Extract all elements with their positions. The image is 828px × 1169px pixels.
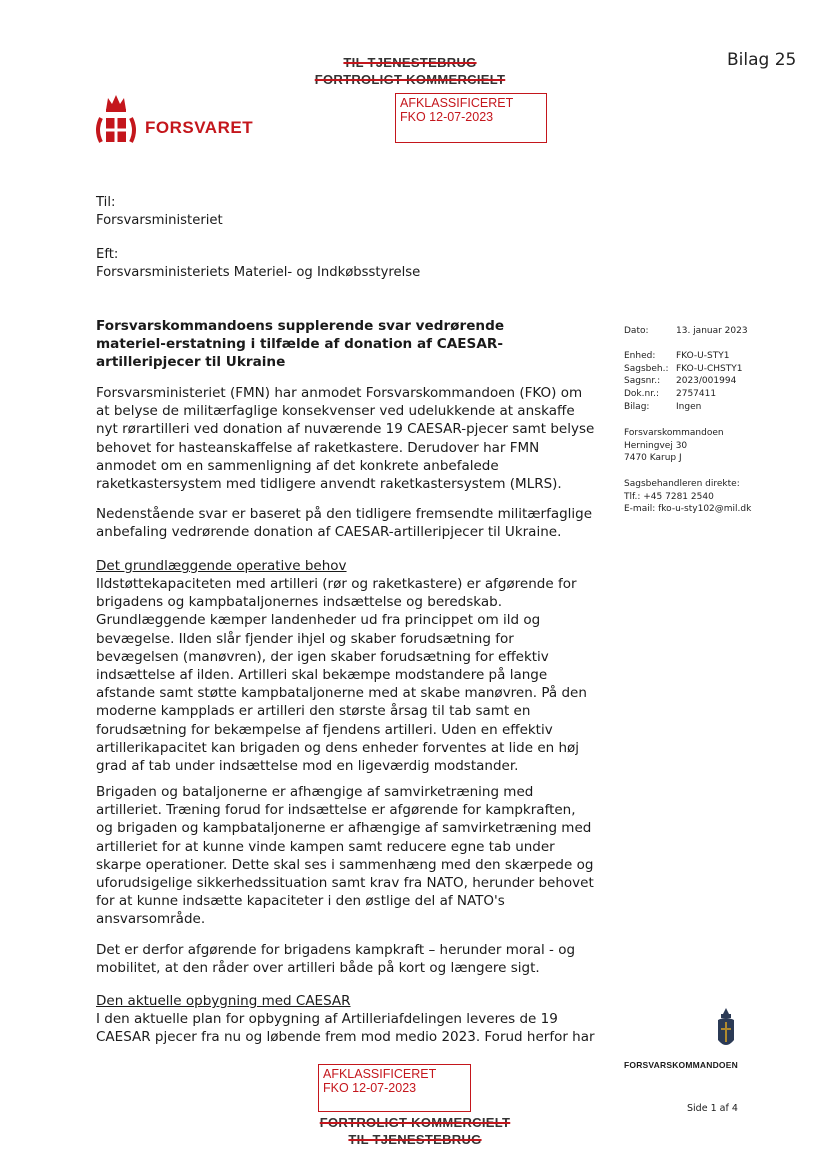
meta-value: FKO-U-CHSTY1 [676,363,743,374]
meta-date-label: Dato: [624,326,649,336]
forsvaret-wordmark: FORSVARET [145,118,254,137]
contact-block [624,478,751,516]
via-label: Eft: [96,247,119,262]
fko-wordmark: FORSVARSKOMMANDOEN [624,1060,738,1070]
meta-row [624,388,743,401]
address-line: Herningvej 30 [624,440,688,451]
meta-row [624,363,743,376]
sender-address [624,427,724,465]
meta-key: Dok.nr.: [624,389,659,400]
meta-row [624,350,743,363]
meta-value: 2023/001994 [676,376,737,387]
fko-emblem-icon [715,1008,737,1056]
meta-key: Bilag: [624,401,650,412]
meta-value: Ingen [676,401,702,412]
meta-date [624,325,748,338]
classification-line-2-bottom: FORTROLIGT KOMMERCIELT [319,1115,511,1130]
paragraph-5: Det er derfor afgørende for brigadens kampkraft – herunder moral - og mobilitet, at den råder over artilleri både på kort og længere sigt. [96,942,576,977]
contact-email: E-mail: fko-u-sty102@mil.dk [624,504,752,515]
classification-line-1-bottom: TIL TJENESTEBRUG [348,1132,482,1147]
page-number: Side 1 af 4 [687,1103,738,1114]
contact-phone: Tlf.: +45 7281 2540 [624,491,714,502]
meta-value: 2757411 [676,389,717,400]
meta-value: FKO-U-STY1 [676,351,730,361]
meta-date-value: 13. januar 2023 [676,326,748,336]
declassified-stamp-top [395,93,547,143]
meta-row [624,375,743,388]
meta-row [624,401,743,414]
annex-label: Bilag 25 [727,50,797,70]
stamp-text-1: AFKLASSIFICERET [400,96,514,110]
section-heading-1: Det grundlæggende operative behov [96,558,347,574]
paragraph-3: Ildstøttekapaciteten med artilleri (rør og raketkastere) er afgørende for brigadens og kampbataljonernes indsættelse og beredskab. Grundlæggende kæmper landenheder ud fra princippet om ild og bevægelse. Ilden slår fjender ihjel og skaber forudsætning for bevægelsen (manøvren), der igen skaber forudsætning for effektiv indsættelse af ilden. Artilleri skal bekæmpe modstandere på lange afstande samt støtte kampbataljonerne med at skabe manøvren. På den moderne kampplads er artilleri den største årsag til tab samt en forudsætning for bekæmpelse af fjendens artilleri. Uden en effektiv artillerikapacitet kan brigaden og dens enheder forventes at lide en høj grad af tab under indsættelse mod en ligeværdig modstander. [96,576,587,775]
address-line: Forsvarskommandoen [624,428,724,438]
paragraph-4: Brigaden og bataljonerne er afhængige af samvirketræning med artilleriet. Træning forud for indsættelse er afgørende for kampkraften, og brigaden og kampbataljonerne er afhængige af samvirketræning med artilleriet for at kunne vinde kampen samt reducere egne tab under skarpe operationer. Dette skal ses i sammenhæng med den skærpede og uforudsigelige sikkerhedssituation samt krav fra NATO, herunder behovet for at kunne indsætte kapaciteter i den østlige del af NATO's ansvarsområde. [96,784,594,928]
paragraph-6: I den aktuelle plan for opbygning af Artilleriafdelingen leveres de 19 CAESAR pjecer fra nu og løbende frem mod medio 2023. Forud herfor har [96,1011,595,1046]
stamp-text-2: FKO 12-07-2023 [323,1081,417,1095]
stamp-text-2: FKO 12-07-2023 [400,110,494,124]
section-heading-2: Den aktuelle opbygning med CAESAR [96,993,351,1009]
meta-key: Sagsbeh.: [624,363,669,374]
paragraph-1: Forsvarsministeriet (FMN) har anmodet Forsvarskommandoen (FKO) om at belyse de militærfaglige konsekvenser ved udelukkende at anskaffe nyt rørartilleri ved donation af nuværende 19 CAESAR-pjecer samt belyse behovet for hasteanskaffelse af raketkastere. Derudover har FMN anmodet om en sammenligning af det konkrete anbefalede raketkastersystem med tidligere anvendt raketkastersystem (MLRS). [96,385,595,493]
to-label: Til: [96,195,116,210]
declassified-stamp-bottom [318,1064,471,1112]
meta-key: Enhed: [624,351,656,361]
via-value: Forsvarsministeriets Materiel- og Indkøbsstyrelse [96,265,421,280]
stamp-text-1: AFKLASSIFICERET [323,1067,437,1081]
forsvaret-emblem-icon [92,92,140,154]
classification-line-1: TIL TJENESTEBRUG [343,55,477,70]
to-value: Forsvarsministeriet [96,213,223,228]
contact-label: Sagsbehandleren direkte: [624,479,740,489]
address-line: 7470 Karup J [624,453,682,464]
meta-table [624,350,743,414]
paragraph-2: Nedenstående svar er baseret på den tidligere fremsendte militærfaglige anbefaling vedrørende donation af CAESAR-artilleripjecer til Ukraine. [96,506,593,541]
meta-key: Sagsnr.: [624,376,661,387]
document-title: Forsvarskommandoens supplerende svar vedrørende materiel-erstatning i tilfælde af donation af CAESAR-artilleripjecer til Ukraine [96,318,505,370]
classification-line-2: FORTROLIGT KOMMERCIELT [314,72,506,87]
